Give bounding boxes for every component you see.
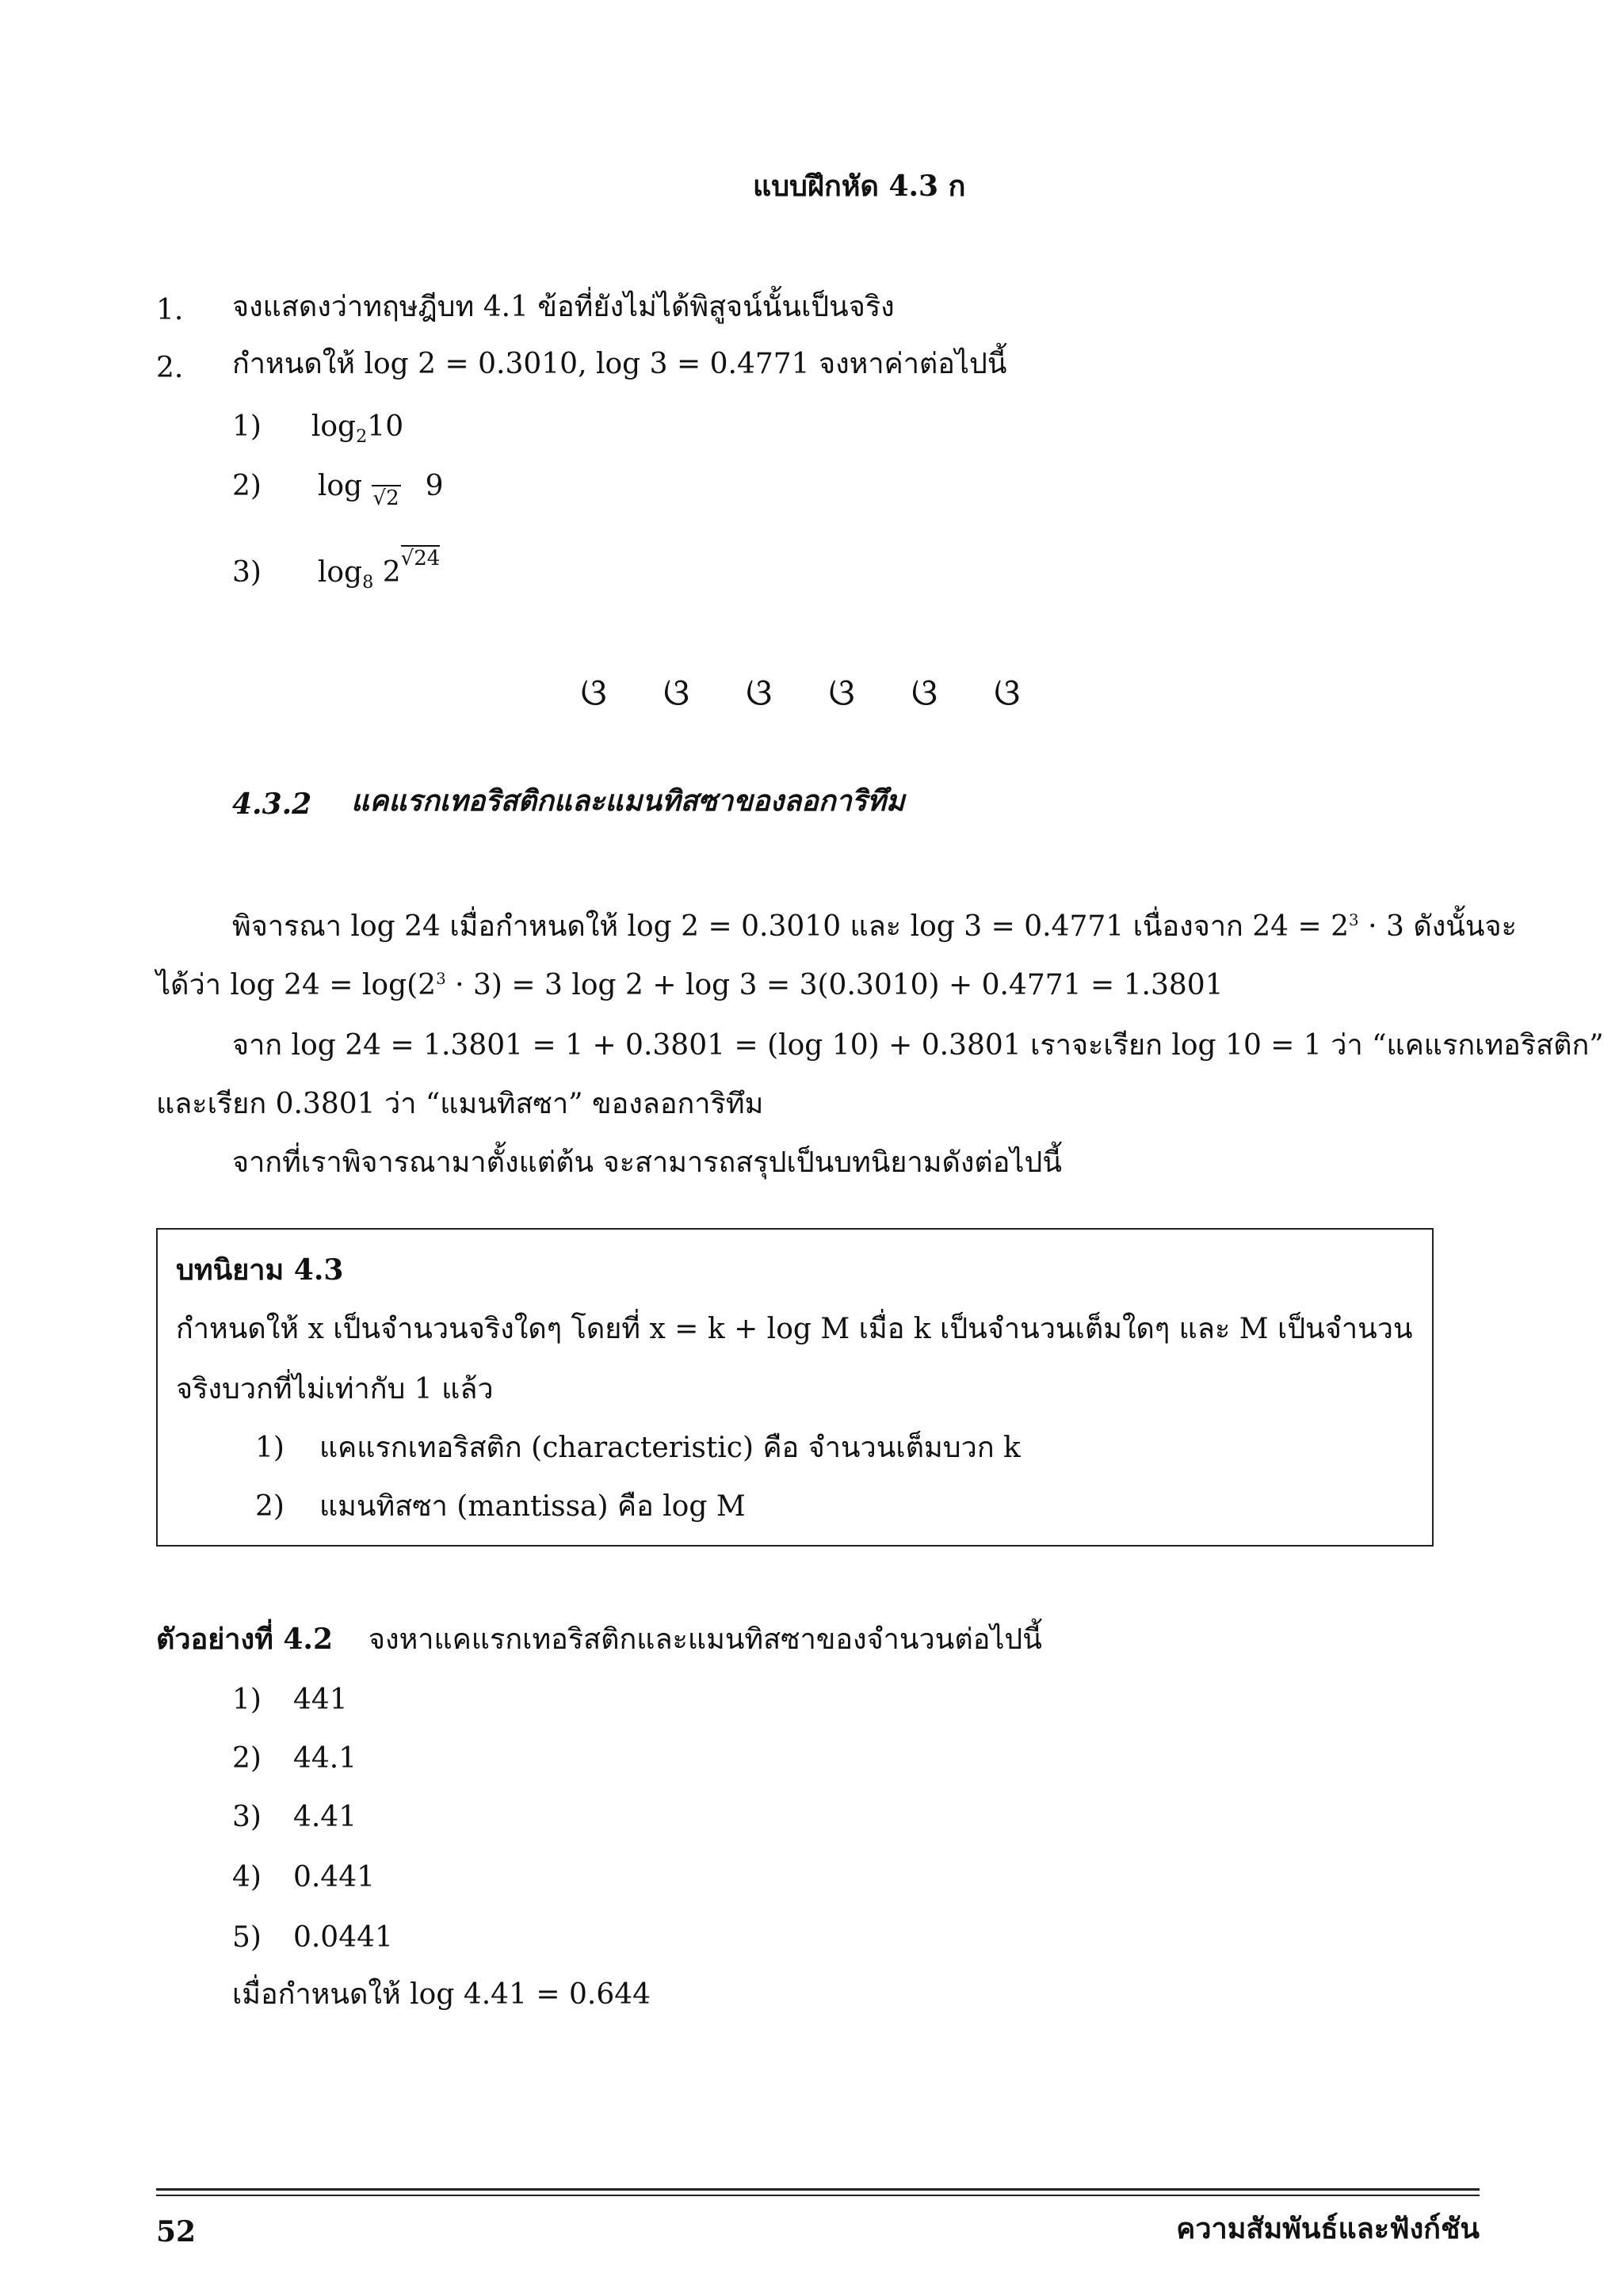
definition-line-1: กำหนดให้ x เป็นจำนวนจริงใดๆ โดยที่ x = k + log M เมื่อ k เป็นจำนวนเต็มใดๆ และ M เป็นจำนวน bbox=[176, 1313, 1413, 1345]
example-item-3: 3) 4.41 bbox=[232, 1801, 357, 1833]
item-number: 3) bbox=[232, 556, 262, 589]
item-exponent: √24 bbox=[400, 547, 441, 570]
paragraph-1-line-2: ได้ว่า $\log 24 = \log(2^3 \cdot 3) = 3$ log 2 + log 3 = 3(0.3010) + 0.4771 = 1.3801 bbox=[156, 969, 1224, 1001]
definition-item-1: 1) แคแรกเทอริสติก (characteristic) คือ จำนวนเต็มบวก k bbox=[255, 1432, 1021, 1464]
section-title: แคแรกเทอริสติกและแมนทิสซาของลอการิทึม bbox=[351, 784, 905, 818]
definition-line-2: จริงบวกที่ไม่เท่ากับ 1 แล้ว bbox=[176, 1373, 494, 1405]
example-item-2: 2) 44.1 bbox=[232, 1742, 357, 1775]
item-base: 8 bbox=[362, 572, 374, 593]
example-item-1: 1) 441 bbox=[232, 1684, 348, 1716]
question-1-text: จงแสดงว่าทฤษฎีบท 4.1 ข้อที่ยังไม่ได้พิสูจน์นั้นเป็นจริง bbox=[232, 291, 895, 323]
paragraph-2-line-2: และเรียก 0.3801 ว่า “แมนทิสซา” ของลอการิทึม bbox=[156, 1088, 764, 1120]
definition-title: บทนิยาม 4.3 bbox=[176, 1253, 344, 1287]
question-2-text: กำหนดให้ log 2 = 0.3010, log 3 = 0.4771 จงหาค่าต่อไปนี้ bbox=[232, 348, 1007, 380]
item-log: log bbox=[311, 410, 357, 443]
page-number: 52 bbox=[156, 2215, 197, 2248]
footer-rule-thin bbox=[156, 2195, 1480, 2196]
exercise-title: แบบฝึกหัด 4.3 ก bbox=[753, 170, 966, 203]
definition-item-2: 2) แมนทิสซา (mantissa) คือ log M bbox=[255, 1490, 746, 1523]
item-base: 2 bbox=[356, 426, 368, 448]
item-log: log bbox=[317, 470, 363, 502]
example-heading bbox=[156, 1623, 1042, 1657]
paragraph-2-line-1: จาก log 24 = 1.3801 = 1 + 0.3801 = (log 10) + 0.3801 เราจะเรียก log 10 = 1 ว่า “แคแรกเทอริสติก” bbox=[232, 1029, 1604, 1062]
item-number: 2) bbox=[232, 470, 262, 502]
question-2-number: 2. bbox=[156, 352, 184, 384]
item-number: 1) bbox=[232, 410, 262, 443]
item-arg: 10 bbox=[367, 410, 404, 443]
item-log: log bbox=[317, 556, 363, 589]
section-number: 4.3.2 bbox=[232, 788, 312, 821]
exercise-item-3 bbox=[232, 547, 441, 593]
question-1-number: 1. bbox=[156, 294, 184, 326]
exercise-item-2 bbox=[232, 469, 444, 510]
example-item-4: 4) 0.441 bbox=[232, 1861, 376, 1894]
footer-rule-thick bbox=[156, 2188, 1480, 2191]
paragraph-1-line-1: พิจารณา log 24 เมื่อกำหนดให้ log 2 = 0.3010 และ log 3 = 0.4771 เนื่องจาก $24 = 2^3 \cdot 3$ ดังนั้นจะ bbox=[232, 910, 1517, 943]
exercise-item-1 bbox=[232, 410, 403, 448]
paragraph-3: จากที่เราพิจารณามาตั้งแต่ต้น จะสามารถสรุปเป็นบทนิยามดังต่อไปนี้ bbox=[232, 1146, 1062, 1179]
example-given: เมื่อกำหนดให้ log 4.41 = 0.644 bbox=[232, 1978, 651, 2011]
item-base: √2 bbox=[372, 486, 399, 510]
example-label: ตัวอย่างที่ 4.2 bbox=[156, 1623, 333, 1656]
example-text: จงหาแคแรกเทอริสติกและแมนทิสซาของจำนวนต่อไปนี้ bbox=[368, 1623, 1042, 1656]
item-arg: 9 bbox=[425, 470, 444, 502]
book-title: ความสัมพันธ์และฟังก์ชัน bbox=[1176, 2212, 1480, 2245]
example-item-5: 5) 0.0441 bbox=[232, 1921, 393, 1954]
ornament-divider: ଓ ଓ ଓ ଓ ଓ ଓ bbox=[580, 670, 1043, 715]
item-arg: 2 bbox=[382, 556, 401, 589]
